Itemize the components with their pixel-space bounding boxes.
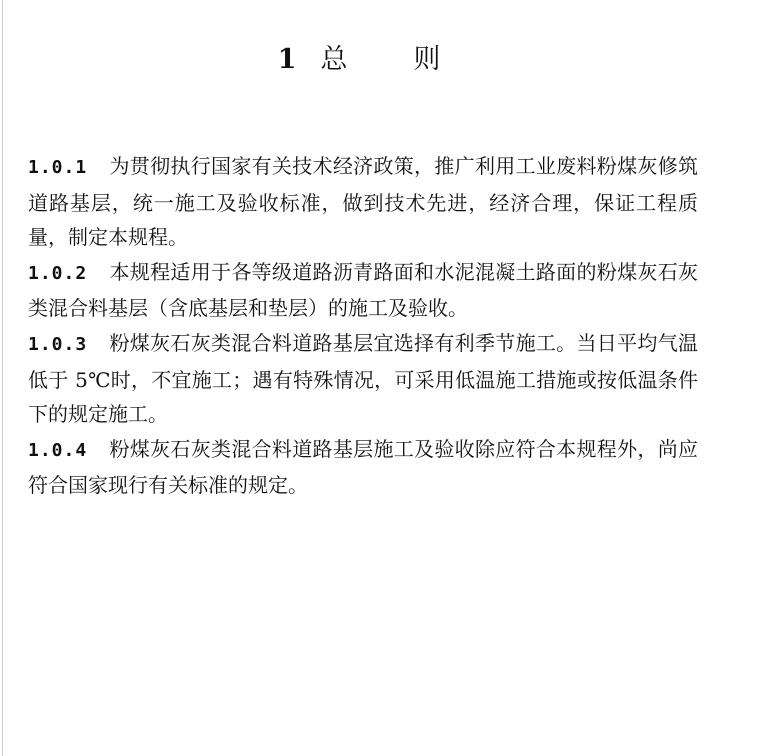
clause-number: 1.0.1 bbox=[28, 157, 88, 178]
clause-1-0-2 bbox=[28, 255, 698, 326]
clause-1-0-1 bbox=[28, 149, 698, 255]
clause-text: 粉煤灰石灰类混合料道路基层施工及验收除应符合本规程外，尚应符合国家现行有关标准的规定。 bbox=[28, 436, 698, 498]
clause-list bbox=[28, 149, 698, 503]
clause-number: 1.0.2 bbox=[28, 262, 88, 284]
chapter-title-part-2: 则 bbox=[413, 44, 443, 75]
clause-text: 粉煤灰石灰类混合料道路基层宜选择有利季节施工。当日平均气温低于 5℃时，不宜施工；遇有特殊情况，可采用低温施工措施或按低温条件下的规定施工。 bbox=[28, 330, 698, 427]
clause-text: 为贯彻执行国家有关技术经济政策，推广利用工业废料粉煤灰修筑道路基层，统一施工及验收标准，做到技术先进，经济合理，保证工程质量，制定本规程。 bbox=[28, 154, 698, 250]
clause-number: 1.0.4 bbox=[28, 439, 88, 461]
clause-1-0-3 bbox=[28, 326, 698, 432]
clause-text: 本规程适用于各等级道路沥青路面和水泥混凝土路面的粉煤灰石灰类混合料基层（含底基层和垫层）的施工及验收。 bbox=[28, 259, 698, 321]
page-edge-line bbox=[2, 0, 3, 756]
chapter-title-part-1: 总 bbox=[320, 44, 350, 75]
clause-1-0-4 bbox=[28, 432, 698, 503]
chapter-title bbox=[0, 42, 720, 78]
chapter-number: 1 bbox=[277, 44, 299, 75]
clause-number: 1.0.3 bbox=[28, 333, 88, 355]
